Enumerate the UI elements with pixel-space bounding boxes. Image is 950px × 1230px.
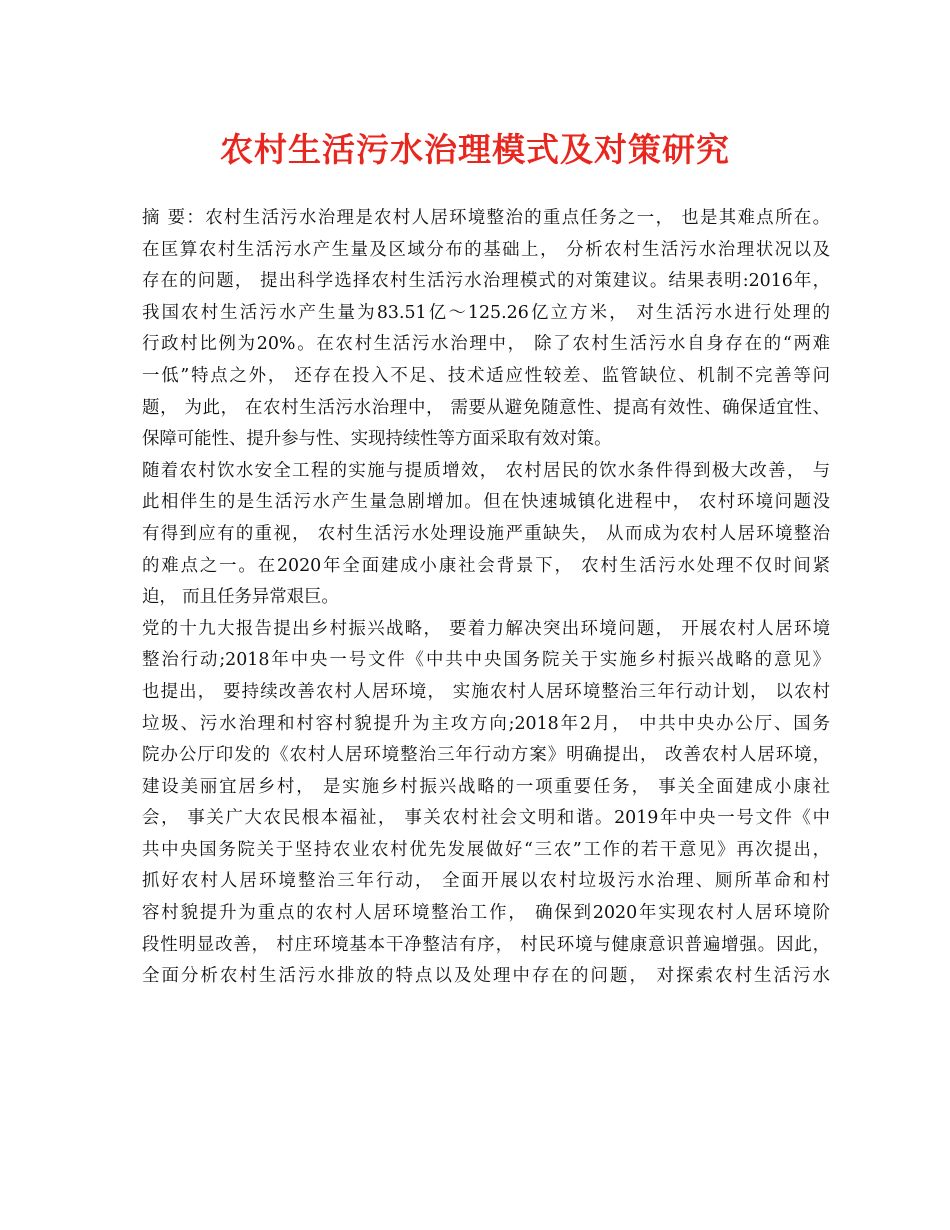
body-line: 建设美丽宜居乡村， 是实施乡村振兴战略的一项重要任务， 事关全面建成小康社 — [142, 776, 830, 797]
body-line: 抓好农村人居环境整治三年行动， 全面开展以农村垃圾污水治理、厕所革命和村 — [142, 871, 830, 892]
body-line: 垃圾、污水治理和村容村貌提升为主攻方向;2018年2月， 中共中央办公厅、国务 — [142, 713, 830, 734]
body-line: 此相伴生的是生活污水产生量急剧增加。但在快速城镇化进程中， 农村环境问题没 — [142, 492, 830, 513]
body-line: 迫， 而且任务异常艰巨。 — [142, 587, 339, 608]
body-line: 存在的问题， 提出科学选择农村生活污水治理模式的对策建议。结果表明:2016年， — [142, 271, 830, 292]
body-line: 一低”特点之外， 还存在投入不足、技术适应性较差、监管缺位、机制不完善等问 — [142, 365, 830, 386]
body-line: 全面分析农村生活污水排放的特点以及处理中存在的问题， 对探索农村生活污水 — [142, 966, 830, 987]
body-line: 的难点之一。在2020年全面建成小康社会背景下， 农村生活污水处理不仅时间紧 — [142, 555, 830, 576]
document-title: 农村生活污水治理模式及对策研究 — [220, 130, 730, 169]
body-line: 段性明显改善， 村庄环境基本干净整洁有序， 村民环境与健康意识普遍增强。因此， — [142, 934, 830, 955]
body-line: 保障可能性、提升参与性、实现持续性等方面采取有效对策。 — [142, 429, 612, 450]
body-line: 共中央国务院关于坚持农业农村优先发展做好“三农”工作的若干意见》再次提出， — [142, 839, 830, 860]
body-line: 也提出， 要持续改善农村人居环境， 实施农村人居环境整治三年行动计划， 以农村 — [142, 681, 830, 702]
body-line: 在匡算农村生活污水产生量及区域分布的基础上， 分析农村生活污水治理状况以及 — [142, 239, 830, 260]
body-line: 会， 事关广大农民根本福祉， 事关农村社会文明和谐。2019年中央一号文件《中 — [142, 808, 830, 829]
body-line: 摘 要：农村生活污水治理是农村人居环境整治的重点任务之一， 也是其难点所在。 — [142, 208, 830, 228]
body-line: 院办公厅印发的《农村人居环境整治三年行动方案》明确提出， 改善农村人居环境， — [142, 745, 830, 766]
body-line: 题， 为此， 在农村生活污水治理中， 需要从避免随意性、提高有效性、确保适宜性、 — [142, 397, 830, 418]
body-line: 随着农村饮水安全工程的实施与提质增效， 农村居民的饮水条件得到极大改善， 与 — [142, 460, 830, 481]
body-line: 行政村比例为20%。在农村生活污水治理中， 除了农村生活污水自身存在的“两难 — [142, 334, 830, 355]
document-body — [142, 203, 830, 993]
body-line: 党的十九大报告提出乡村振兴战略， 要着力解决突出环境问题， 开展农村人居环境 — [142, 618, 830, 639]
body-line: 整治行动;2018年中央一号文件《中共中央国务院关于实施乡村振兴战略的意见》 — [142, 650, 830, 671]
body-line: 我国农村生活污水产生量为83.51亿～125.26亿立方米， 对生活污水进行处理的 — [142, 302, 830, 323]
body-line: 容村貌提升为重点的农村人居环境整治工作， 确保到2020年实现农村人居环境阶 — [142, 903, 830, 924]
body-line: 有得到应有的重视， 农村生活污水处理设施严重缺失， 从而成为农村人居环境整治 — [142, 523, 830, 544]
